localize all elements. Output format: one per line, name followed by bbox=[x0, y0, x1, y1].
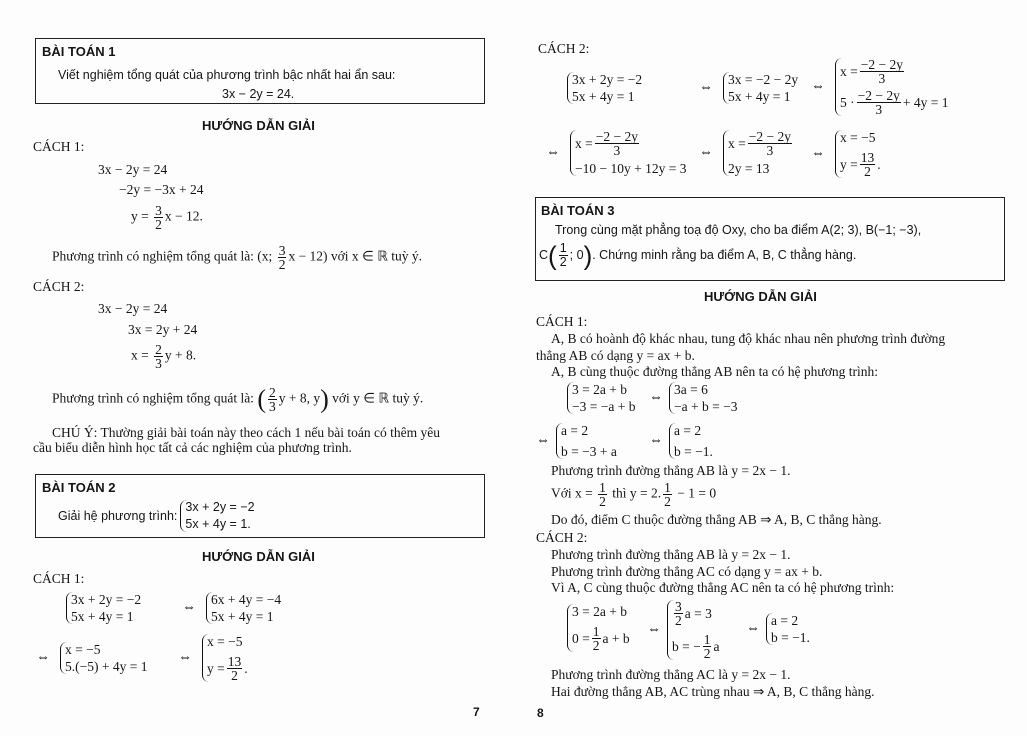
denominator: 2 bbox=[278, 257, 286, 272]
expr-pre: y = bbox=[207, 661, 225, 676]
numerator: 13 bbox=[860, 150, 875, 165]
system-brace bbox=[202, 634, 248, 682]
fraction bbox=[227, 655, 243, 682]
equation: x = −5 bbox=[65, 642, 101, 657]
expr-post: a = 3 bbox=[684, 606, 712, 621]
equation: a = 2 bbox=[674, 423, 702, 438]
note-line-2: cầu biểu diễn hình học tất cả các nghiệm của phương trình. bbox=[33, 440, 352, 455]
equation bbox=[575, 130, 686, 157]
equation: 5.(−5) + 4y = 1 bbox=[65, 659, 148, 674]
denominator: 3 bbox=[875, 102, 883, 117]
p2-method-2-label: CÁCH 2: bbox=[538, 41, 590, 56]
system-brace bbox=[567, 72, 642, 104]
p2-system-5 bbox=[567, 72, 642, 104]
equation: 3x + 2y = −2 bbox=[572, 72, 643, 87]
equation: b = −3 + a bbox=[561, 444, 617, 459]
equation: b = −1. bbox=[674, 444, 713, 459]
problem-3-title: BÀI TOÁN 3 bbox=[541, 203, 615, 218]
p3-m1-para-4: Phương trình đường thẳng AB là y = 2x − 1. bbox=[551, 463, 791, 478]
equation bbox=[672, 633, 719, 660]
system-brace bbox=[567, 604, 630, 652]
equation: −a + b = −3 bbox=[674, 399, 738, 414]
expr-post: x − 12. bbox=[164, 208, 203, 224]
paren: ) bbox=[583, 240, 593, 271]
system-brace bbox=[835, 130, 881, 178]
equation bbox=[840, 58, 948, 85]
equation bbox=[672, 600, 719, 627]
equation: 5x + 4y = 1 bbox=[211, 609, 274, 624]
denominator: 2 bbox=[559, 255, 567, 270]
expr-post: a + b bbox=[602, 631, 630, 646]
expr-post: x − 12) với x ∈ ℝ tuỳ ý. bbox=[288, 248, 423, 264]
method-1-line-3 bbox=[131, 204, 203, 231]
problem-3-line-2 bbox=[539, 241, 856, 269]
equation: 2y = 13 bbox=[728, 161, 770, 176]
system-brace bbox=[669, 382, 737, 414]
expr-pre: Phương trình có nghiệm tổng quát là: (x; bbox=[52, 248, 276, 264]
numerator: 1 bbox=[559, 241, 567, 256]
system-brace bbox=[66, 592, 141, 624]
expr-pre: x = bbox=[131, 347, 153, 363]
equivalent-icon: ⇔ bbox=[811, 146, 825, 161]
fraction bbox=[595, 130, 639, 157]
p3-system-1 bbox=[567, 382, 635, 414]
denominator: 2 bbox=[599, 494, 606, 509]
fraction bbox=[278, 244, 287, 271]
expr-pre: Phương trình có nghiệm tổng quát là: bbox=[52, 390, 258, 406]
expr-after: với y ∈ ℝ tuỳ ý. bbox=[328, 390, 424, 406]
expr-post: y + 8, y bbox=[278, 390, 321, 406]
equivalent-icon: ⇔ bbox=[536, 433, 550, 448]
equation: x = −5 bbox=[207, 634, 243, 649]
numerator: 1 bbox=[592, 624, 600, 639]
p3-system-5 bbox=[567, 604, 630, 652]
method-2-line-3 bbox=[131, 343, 196, 370]
p2-system-1 bbox=[66, 592, 141, 624]
fraction bbox=[663, 481, 672, 508]
p2-system-7 bbox=[801, 58, 948, 116]
expr-pre: b = − bbox=[672, 639, 701, 654]
equation: 6x + 4y = −4 bbox=[211, 592, 282, 607]
page-number: 7 bbox=[473, 705, 480, 719]
point-c-label: C bbox=[539, 248, 549, 262]
expr-post: ; 0 bbox=[569, 248, 584, 262]
fraction bbox=[860, 58, 904, 85]
expr-mid: thì y = 2. bbox=[608, 485, 662, 501]
p3-method-1-label: CÁCH 1: bbox=[536, 314, 588, 329]
equation: a = 2 bbox=[771, 613, 799, 628]
denominator: 2 bbox=[231, 668, 238, 683]
denominator: 2 bbox=[592, 638, 600, 653]
method-1-label: CÁCH 1: bbox=[33, 139, 85, 154]
p3-m1-para-5 bbox=[551, 481, 716, 508]
expr-post: a bbox=[713, 639, 720, 654]
equation: 3a = 6 bbox=[674, 382, 708, 397]
p2-system-4 bbox=[168, 634, 248, 682]
problem-3-line-1: Trong cùng mặt phẳng toạ độ Oxy, cho ba điểm A(2; 3), B(−1; −3), bbox=[555, 223, 922, 237]
system-brace bbox=[556, 423, 617, 459]
system-brace bbox=[723, 72, 798, 104]
denominator: 3 bbox=[766, 143, 774, 158]
p3-system-2 bbox=[643, 382, 737, 414]
denominator: 2 bbox=[675, 613, 682, 628]
expr-post: − 1 = 0 bbox=[673, 485, 717, 501]
system-brace bbox=[180, 500, 254, 532]
p3-m1-para-2: thẳng AB có dạng y = ax + b. bbox=[536, 348, 695, 363]
system-brace bbox=[766, 613, 810, 645]
numerator: 1 bbox=[599, 480, 606, 495]
equivalent-icon: ⇔ bbox=[811, 79, 825, 94]
p2-system-3 bbox=[26, 642, 147, 674]
equation bbox=[840, 89, 948, 116]
system-brace bbox=[570, 130, 686, 176]
paren: ( bbox=[257, 384, 266, 414]
denominator: 2 bbox=[155, 217, 162, 232]
numerator: 13 bbox=[227, 654, 242, 669]
numerator: 3 bbox=[155, 203, 162, 218]
system-brace bbox=[206, 592, 281, 624]
equation: x = −5 bbox=[840, 130, 876, 145]
fraction bbox=[559, 242, 568, 269]
p2-method-1-label: CÁCH 1: bbox=[33, 571, 85, 586]
fraction bbox=[598, 481, 607, 508]
system-brace bbox=[60, 642, 147, 674]
denominator: 2 bbox=[703, 646, 711, 661]
denominator: 3 bbox=[268, 399, 276, 414]
system-brace bbox=[567, 382, 635, 414]
page-7 bbox=[0, 0, 513, 736]
fraction bbox=[748, 130, 792, 157]
method-2-conclusion bbox=[52, 386, 423, 413]
expr-post: . bbox=[877, 157, 881, 172]
numerator: 1 bbox=[703, 632, 711, 647]
method-1-line-1: 3x − 2y = 24 bbox=[98, 162, 168, 177]
method-1-line-2: −2y = −3x + 24 bbox=[119, 182, 204, 197]
numerator: 2 bbox=[155, 342, 162, 357]
equivalent-icon: ⇔ bbox=[647, 622, 661, 637]
note-line-1: CHÚ Ý: Thường giải bài toán này theo cách 1 nếu bài toán có thêm yêu bbox=[52, 425, 440, 440]
system-brace bbox=[669, 423, 713, 459]
expr-post: . bbox=[244, 661, 248, 676]
fraction bbox=[268, 386, 277, 413]
method-2-line-1: 3x − 2y = 24 bbox=[98, 301, 168, 316]
fraction bbox=[154, 343, 163, 370]
system-brace bbox=[835, 58, 948, 116]
p2-system-9 bbox=[689, 130, 794, 176]
problem-2-system bbox=[58, 500, 255, 532]
method-2-line-2: 3x = 2y + 24 bbox=[128, 322, 198, 337]
problem-2-title: BÀI TOÁN 2 bbox=[42, 480, 116, 495]
method-2-label: CÁCH 2: bbox=[33, 279, 85, 294]
guide-title-2: HƯỚNG DẪN GIẢI bbox=[202, 549, 315, 564]
equivalent-icon: ⇔ bbox=[699, 80, 713, 95]
problem-1-equation: 3x − 2y = 24. bbox=[222, 87, 295, 101]
numerator: −2 − 2y bbox=[860, 57, 903, 72]
p3-method-2-label: CÁCH 2: bbox=[536, 530, 588, 545]
numerator: −2 − 2y bbox=[595, 129, 638, 144]
equation: 5x + 4y = 1 bbox=[71, 609, 134, 624]
fraction bbox=[154, 204, 163, 231]
denominator: 2 bbox=[864, 164, 871, 179]
expr-pre: x = bbox=[840, 64, 858, 79]
system-brace bbox=[723, 130, 794, 176]
denominator: 3 bbox=[155, 356, 162, 371]
p2-system-10 bbox=[801, 130, 881, 178]
guide-title: HƯỚNG DẪN GIẢI bbox=[202, 118, 315, 133]
p2-system-2 bbox=[172, 592, 281, 624]
equivalent-icon: ⇔ bbox=[699, 145, 713, 160]
p3-m1-para-6: Do đó, điểm C thuộc đường thẳng AB ⇒ A, B, C thẳng hàng. bbox=[551, 512, 882, 527]
equation: −3 = −a + b bbox=[572, 399, 636, 414]
expr-pre: 5 · bbox=[840, 95, 855, 110]
expr-pre: Với x = bbox=[551, 485, 597, 501]
p3-system-4 bbox=[643, 423, 713, 459]
p2-system-6 bbox=[689, 72, 798, 104]
equation bbox=[840, 151, 881, 178]
equivalent-icon: ⇔ bbox=[649, 390, 663, 405]
p3-system-7 bbox=[740, 613, 810, 645]
p3-m1-para-1: A, B có hoành độ khác nhau, tung độ khác nhau nên phương trình đường bbox=[551, 331, 946, 346]
problem-2-prompt: Giải hệ phương trình: bbox=[58, 509, 178, 523]
p3-m2-para-5: Hai đường thẳng AB, AC trùng nhau ⇒ A, B, C thẳng hàng. bbox=[551, 684, 875, 699]
denominator: 3 bbox=[878, 71, 886, 86]
numerator: 2 bbox=[268, 385, 276, 400]
page-8 bbox=[513, 0, 1027, 736]
denominator: 3 bbox=[613, 143, 621, 158]
numerator: −2 − 2y bbox=[748, 129, 791, 144]
p3-m2-para-2: Phương trình đường thẳng AC có dạng y = ax + b. bbox=[551, 564, 823, 579]
paren: ( bbox=[548, 240, 557, 271]
equation: a = 2 bbox=[561, 423, 589, 438]
equation: b = −1. bbox=[771, 630, 810, 645]
numerator: 1 bbox=[664, 480, 671, 495]
equation: 3x = −2 − 2y bbox=[728, 72, 799, 87]
expr-pre: 0 = bbox=[572, 631, 590, 646]
guide-title-3: HƯỚNG DẪN GIẢI bbox=[704, 289, 817, 304]
numerator: 3 bbox=[675, 599, 682, 614]
equation: −10 − 10y + 12y = 3 bbox=[575, 161, 687, 176]
method-1-conclusion bbox=[52, 244, 422, 271]
equation: 3 = 2a + b bbox=[572, 604, 627, 619]
equation: 5x + 4y = 1 bbox=[572, 89, 635, 104]
numerator: −2 − 2y bbox=[857, 88, 900, 103]
fraction bbox=[703, 633, 712, 660]
equation: 3x + 2y = −2 bbox=[71, 592, 142, 607]
expr-pre: x = bbox=[575, 136, 593, 151]
equation: 3 = 2a + b bbox=[572, 382, 627, 397]
equivalent-icon: ⇔ bbox=[546, 145, 560, 160]
equation: 3x + 2y = −2 bbox=[185, 500, 255, 514]
expr-pre: y = bbox=[131, 208, 153, 224]
p3-m1-para-3: A, B cùng thuộc đường thẳng AB nên ta có hệ phương trình: bbox=[551, 364, 878, 379]
paren: ) bbox=[320, 384, 329, 414]
p3-system-6 bbox=[641, 600, 719, 660]
equation bbox=[728, 130, 794, 157]
equation bbox=[207, 655, 248, 682]
equation: 5x + 4y = 1 bbox=[728, 89, 791, 104]
denominator: 2 bbox=[664, 494, 671, 509]
p3-m2-para-4: Phương trình đường thẳng AC là y = 2x − 1. bbox=[551, 667, 791, 682]
expr-pre: y = bbox=[840, 157, 858, 172]
p2-system-8 bbox=[536, 130, 686, 176]
system-brace bbox=[667, 600, 719, 660]
p3-system-3 bbox=[536, 423, 617, 459]
problem-1-text: Viết nghiệm tổng quát của phương trình bậc nhất hai ẩn sau: bbox=[58, 68, 396, 82]
fraction bbox=[674, 600, 683, 627]
equivalent-icon: ⇔ bbox=[746, 621, 760, 636]
fraction bbox=[860, 151, 876, 178]
equation bbox=[572, 625, 630, 652]
expr-post: + 4y = 1 bbox=[902, 95, 949, 110]
problem-1-title: BÀI TOÁN 1 bbox=[42, 44, 116, 59]
page-number: 8 bbox=[537, 706, 544, 720]
p3-m2-para-1: Phương trình đường thẳng AB là y = 2x − 1. bbox=[551, 547, 791, 562]
expr-post: y + 8. bbox=[164, 347, 197, 363]
numerator: 3 bbox=[278, 243, 286, 258]
problem-3-task: . Chứng minh rằng ba điểm A, B, C thẳng hàng. bbox=[592, 248, 857, 262]
equation: 5x + 4y = 1. bbox=[185, 517, 251, 531]
equivalent-icon: ⇔ bbox=[36, 650, 50, 665]
equivalent-icon: ⇔ bbox=[178, 650, 192, 665]
equivalent-icon: ⇔ bbox=[182, 600, 196, 615]
equivalent-icon: ⇔ bbox=[649, 433, 663, 448]
fraction bbox=[592, 625, 601, 652]
p3-m2-para-3: Vì A, C cùng thuộc đường thẳng AC nên ta có hệ phương trình: bbox=[551, 580, 895, 595]
expr-pre: x = bbox=[728, 136, 746, 151]
fraction bbox=[857, 89, 901, 116]
